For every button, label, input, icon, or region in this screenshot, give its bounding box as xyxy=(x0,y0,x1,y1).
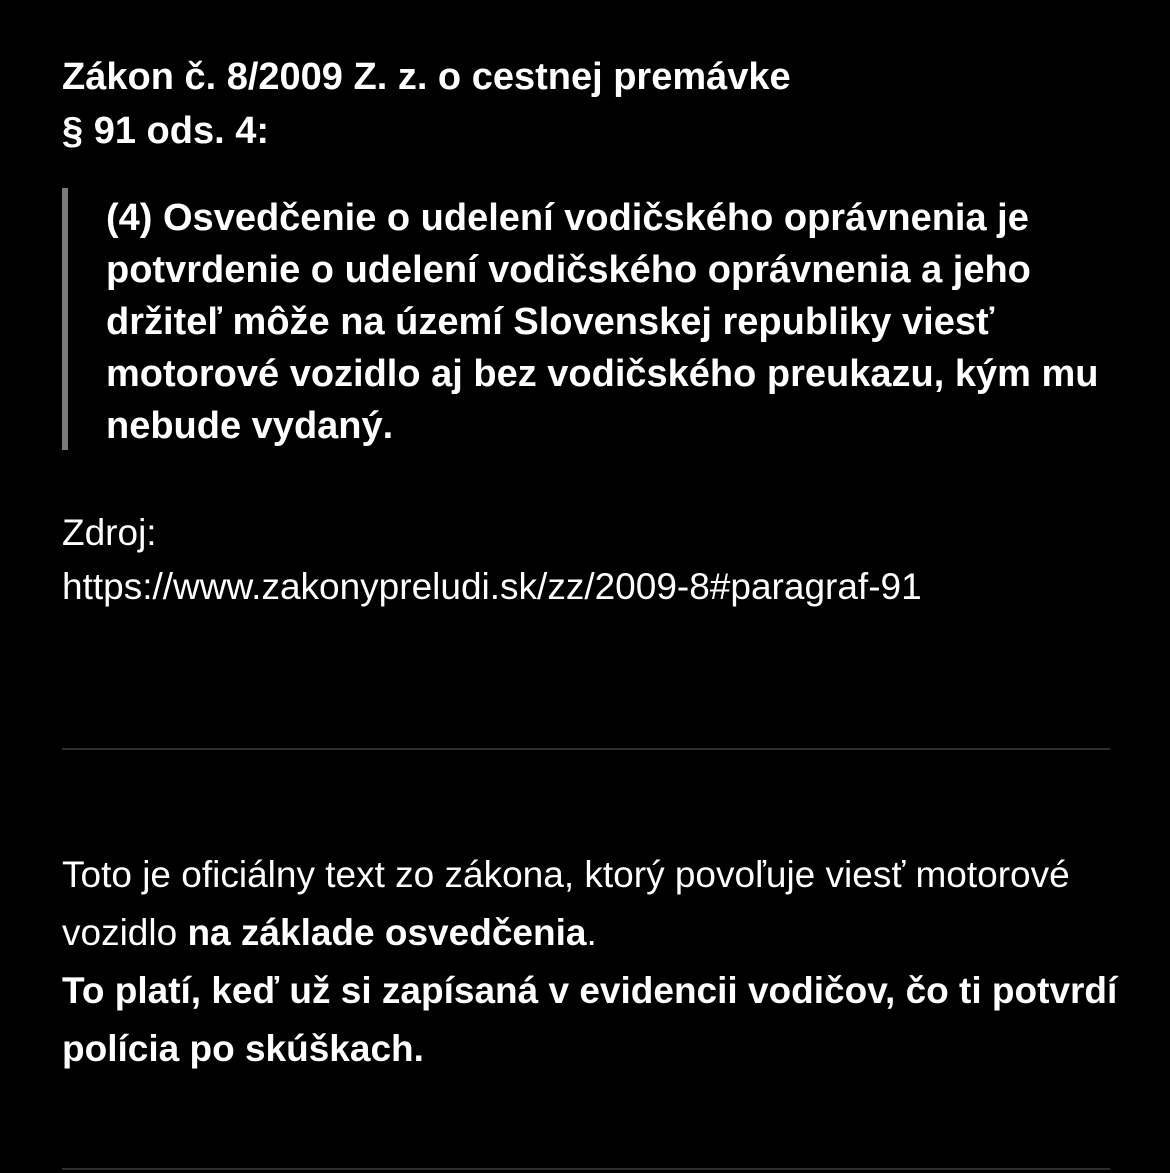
law-quote xyxy=(62,188,1122,450)
law-title xyxy=(62,50,1122,158)
note-text: Toto je oficiálny text zo zákona, ktorý povoľuje viesť motorové vozidlo xyxy=(62,854,1070,953)
note-emphasis: na základe osvedčenia xyxy=(187,912,587,953)
divider xyxy=(62,748,1110,750)
source-link[interactable]: https://www.zakonypreludi.sk/zz/2009-8#paragraf-91 xyxy=(62,566,922,607)
note-paragraph-2: To platí, keď už si zapísaná v evidencii vodičov, čo ti potvrdí polícia po skúškach. xyxy=(62,970,1118,1069)
bottom-divider xyxy=(62,1168,1110,1170)
law-title-line1: Zákon č. 8/2009 Z. z. o cestnej premávke xyxy=(62,56,791,98)
source-label: Zdroj: xyxy=(62,512,157,553)
quote-text: (4) Osvedčenie o udelení vodičského oprávnenia je potvrdenie o udelení vodičského oprávnenia a jeho držiteľ môže na území Slovenskej republiky viesť motorové vozidlo aj bez vodičského preukazu, kým mu nebude vydaný. xyxy=(106,197,1099,447)
message-content xyxy=(62,50,1122,614)
explanation-note xyxy=(62,846,1122,1078)
source-block xyxy=(62,506,1122,614)
note-paragraph-1 xyxy=(62,846,1122,962)
note-period: . xyxy=(586,912,597,953)
law-section: § 91 ods. 4: xyxy=(62,110,269,152)
